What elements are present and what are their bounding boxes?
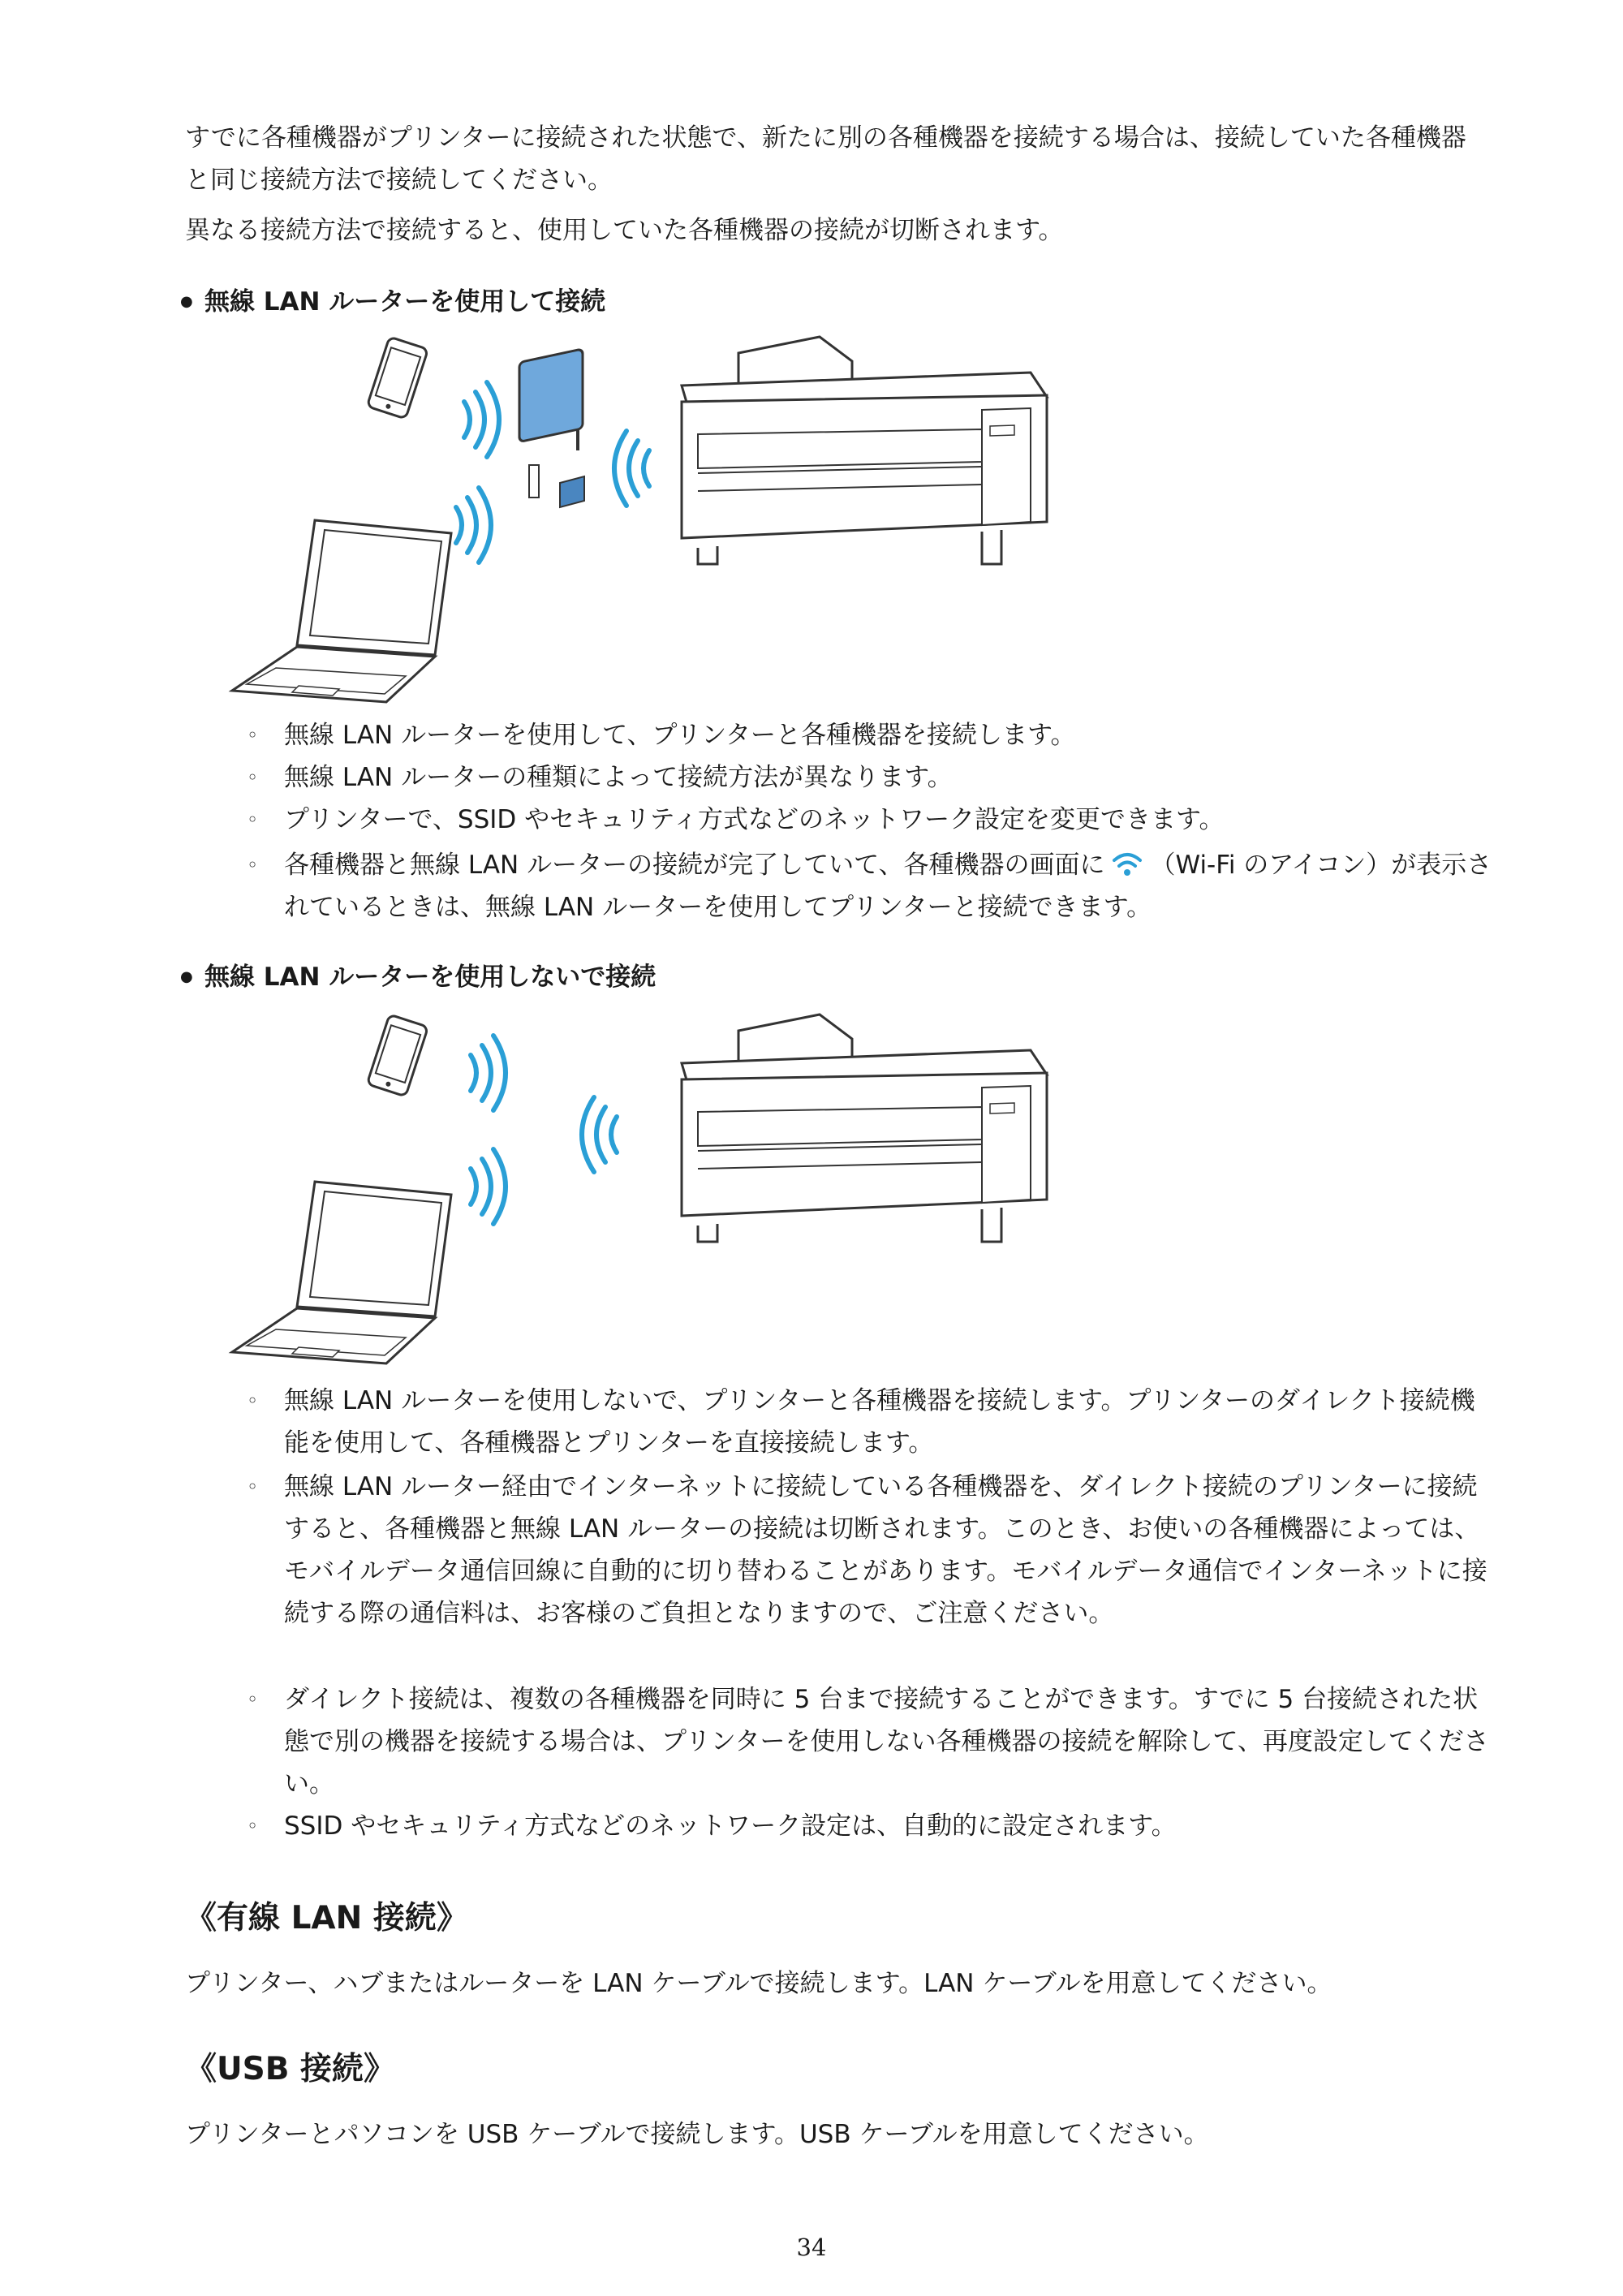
intro-paragraph-1: すでに各種機器がプリンターに接続された状態で、新たに別の各種機器を接続する場合は、接続していた各種機器と同じ接続方法で接続してください。 (185, 123, 1466, 195)
list-marker: ◦ (247, 808, 259, 831)
laptop-icon (232, 1182, 451, 1363)
list-marker: ◦ (247, 1475, 259, 1498)
usb-text: プリンターとパソコンを USB ケーブルで接続します。USB ケーブルを用意してください。 (185, 2120, 1209, 2149)
list-marker: ◦ (247, 1688, 259, 1711)
laptop-icon (232, 520, 451, 702)
direct-item-1 (247, 1380, 1493, 1464)
list-marker: ◦ (247, 1389, 259, 1412)
direct-item-4 (247, 1805, 1493, 1847)
wireless-waves-icon (464, 382, 499, 457)
list-marker: ◦ (247, 724, 259, 747)
router-item-text: 各種機器と無線 LAN ルーターの接続が完了していて、各種機器の画面に (284, 851, 1105, 880)
wireless-router-icon (519, 349, 584, 507)
direct-item-text: 無線 LAN ルーター経由でインターネットに接続している各種機器を、ダイレクト接続のプリンターに接続すると、各種機器と無線 LAN ルーターの接続は切断されます。このとき、お使いの各種機器によっては、モバイルデータ通信回線に自動的に切り替わることがあります。モバイルデータ通信でインターネットに接続する際の通信料は、お客様のご負担となりますので、ご注意ください。 (284, 1472, 1487, 1628)
router-section-title: ● 無線 LAN ルーターを使用して接続 (204, 281, 605, 323)
router-item-text: （Wi-Fi のアイコン）が表示されているときは、無線 LAN ルーターを使用してプリンターと接続できます。 (284, 851, 1492, 922)
wireless-waves-icon (471, 1149, 506, 1224)
smartphone-icon (367, 1014, 428, 1096)
router-item-1 (247, 714, 1493, 756)
router-item-4 (247, 844, 1493, 928)
direct-item-2 (247, 1466, 1493, 1635)
list-marker: ◦ (247, 1815, 259, 1837)
wireless-waves-icon (614, 431, 649, 506)
wireless-waves-icon (456, 488, 491, 562)
direct-connection-illustration (227, 1006, 1071, 1388)
smartphone-icon (367, 337, 428, 419)
list-marker: ◦ (247, 854, 259, 877)
router-item-text: 無線 LAN ルーターの種類によって接続方法が異なります。 (284, 763, 953, 792)
router-item-3 (247, 799, 1493, 841)
usb-heading: 《USB 接続》 (185, 2051, 396, 2087)
direct-item-text: 無線 LAN ルーターを使用しないで、プリンターと各種機器を接続します。プリンターのダイレクト接続機能を使用して、各種機器とプリンターを直接接続します。 (284, 1386, 1475, 1458)
direct-item-text: ダイレクト接続は、複数の各種機器を同時に 5 台まで接続することができます。すでに 5 台接続された状態で別の機器を接続する場合は、プリンターを使用しない各種機器の接続を解除して、再度設定してください。 (284, 1685, 1489, 1798)
router-connection-illustration (227, 329, 1071, 710)
large-format-printer-icon (682, 1014, 1047, 1242)
list-marker: ◦ (247, 766, 259, 789)
page-number: 34 (796, 2234, 827, 2261)
direct-item-3 (247, 1678, 1493, 1805)
wireless-waves-icon (582, 1097, 617, 1172)
direct-section-title: ● 無線 LAN ルーターを使用しないで接続 (204, 956, 656, 998)
wired-lan-heading: 《有線 LAN 接続》 (185, 1900, 468, 1936)
router-item-text: 無線 LAN ルーターを使用して、プリンターと各種機器を接続します。 (284, 721, 1076, 750)
wired-lan-text: プリンター、ハブまたはルーターを LAN ケーブルで接続します。LAN ケーブルを用意してください。 (185, 1969, 1332, 1998)
intro-paragraph-2: 異なる接続方法で接続すると、使用していた各種機器の接続が切断されます。 (185, 216, 1064, 245)
wireless-waves-icon (471, 1036, 506, 1110)
direct-item-text: SSID やセキュリティ方式などのネットワーク設定は、自動的に設定されます。 (284, 1811, 1177, 1841)
large-format-printer-icon (682, 337, 1047, 564)
router-item-text: プリンターで、SSID やセキュリティ方式などのネットワーク設定を変更できます。 (284, 805, 1225, 834)
router-item-2 (247, 756, 1493, 799)
wifi-icon (1111, 851, 1143, 878)
